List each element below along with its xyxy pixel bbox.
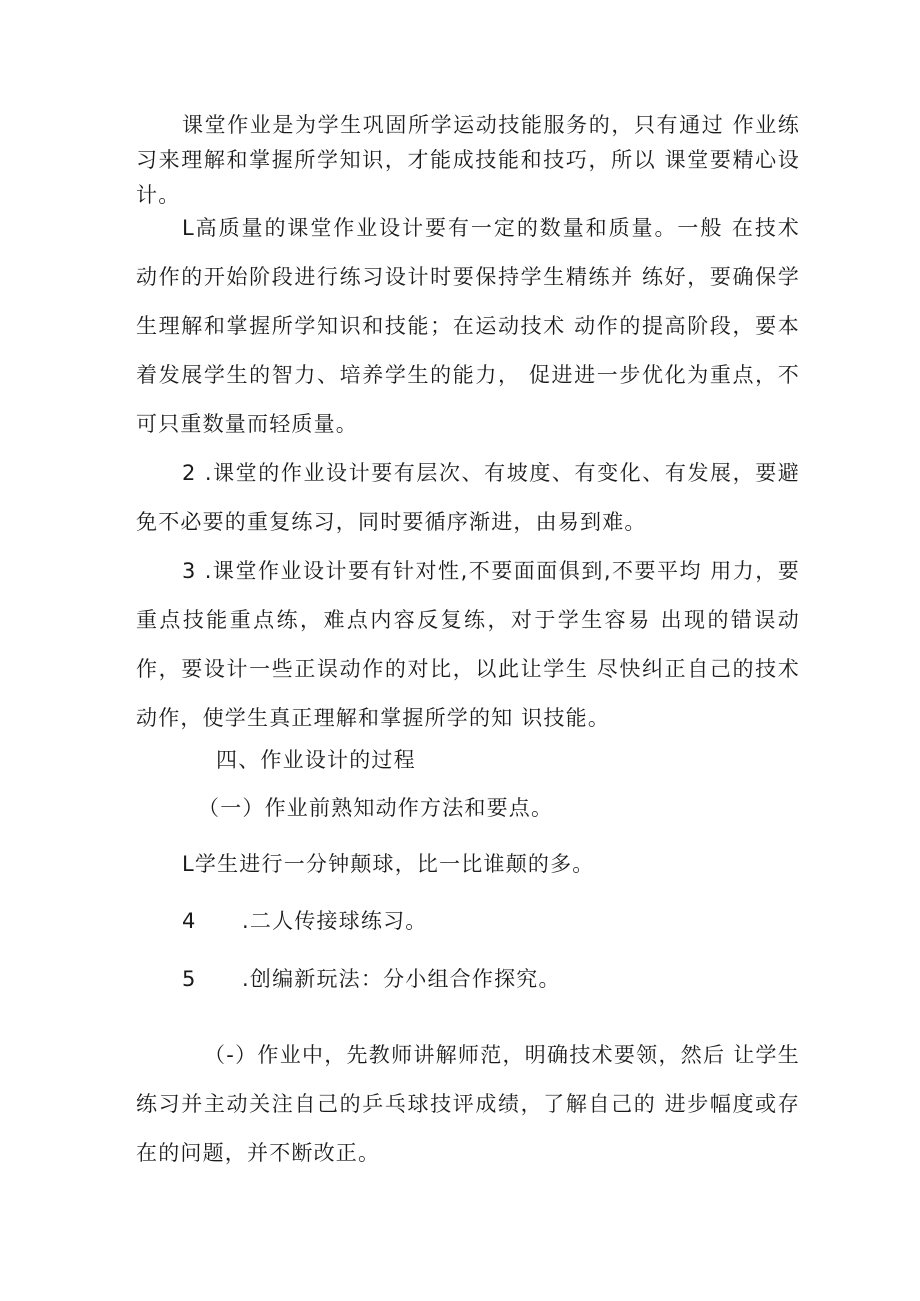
- list-item: [182, 964, 561, 994]
- list-item-number: 5: [182, 967, 197, 991]
- paragraph-point-2: 2 .课堂的作业设计要有层次、有坡度、有变化、有发展，要避免不必要的重复练习，同时要循序渐进，由易到难。: [136, 461, 800, 534]
- subheading-before-homework: （一）作业前熟知动作方法和要点。: [198, 796, 554, 820]
- list-item: [182, 906, 427, 936]
- paragraph-during-homework: （-）作业中，先教师讲解师范，明确技术要领，然后 让学生练习并主动关注自己的乒乓球技评成绩，了解自己的 进步幅度或存在的问题，并不断改正。: [136, 1043, 800, 1165]
- list-item: [182, 849, 595, 879]
- paragraph-point-1: L高质量的课堂作业设计要有一定的数量和质量。一般 在技术动作的开始阶段进行练习设计时要保持学生精练并 练好，要确保学生理解和掌握所学知识和技能；在运动技术 动作的提高阶段，要本着发展学生的智力、培养学生的能力， 促进进一步优化为重点，不可只重数量而轻质量。: [136, 216, 800, 436]
- section-heading: 四、作业设计的过程: [216, 748, 416, 772]
- paragraph-intro: 课堂作业是为学生巩固所学运动技能服务的，只有通过 作业练习来理解和掌握所学知识，才能成技能和技巧，所以 课堂要精心设计。: [136, 113, 800, 207]
- paragraph-point-3: 3 .课堂作业设计要有针对性,不要面面俱到,不要平均 用力，要重点技能重点练，难点内容反复练，对于学生容易 出现的错误动作，要设计一些正误动作的对比，以此让学生 尽快纠正自己的技术动作，使学生真正理解和掌握所学的知 识技能。: [136, 559, 800, 730]
- list-item-text: .二人传接球练习。: [242, 909, 428, 933]
- list-item-text: L学生进行一分钟颠球，比一比谁颠的多。: [182, 852, 595, 876]
- list-item-number: 4: [182, 909, 197, 933]
- list-item-text: .创编新玩法：分小组合作探究。: [242, 967, 561, 991]
